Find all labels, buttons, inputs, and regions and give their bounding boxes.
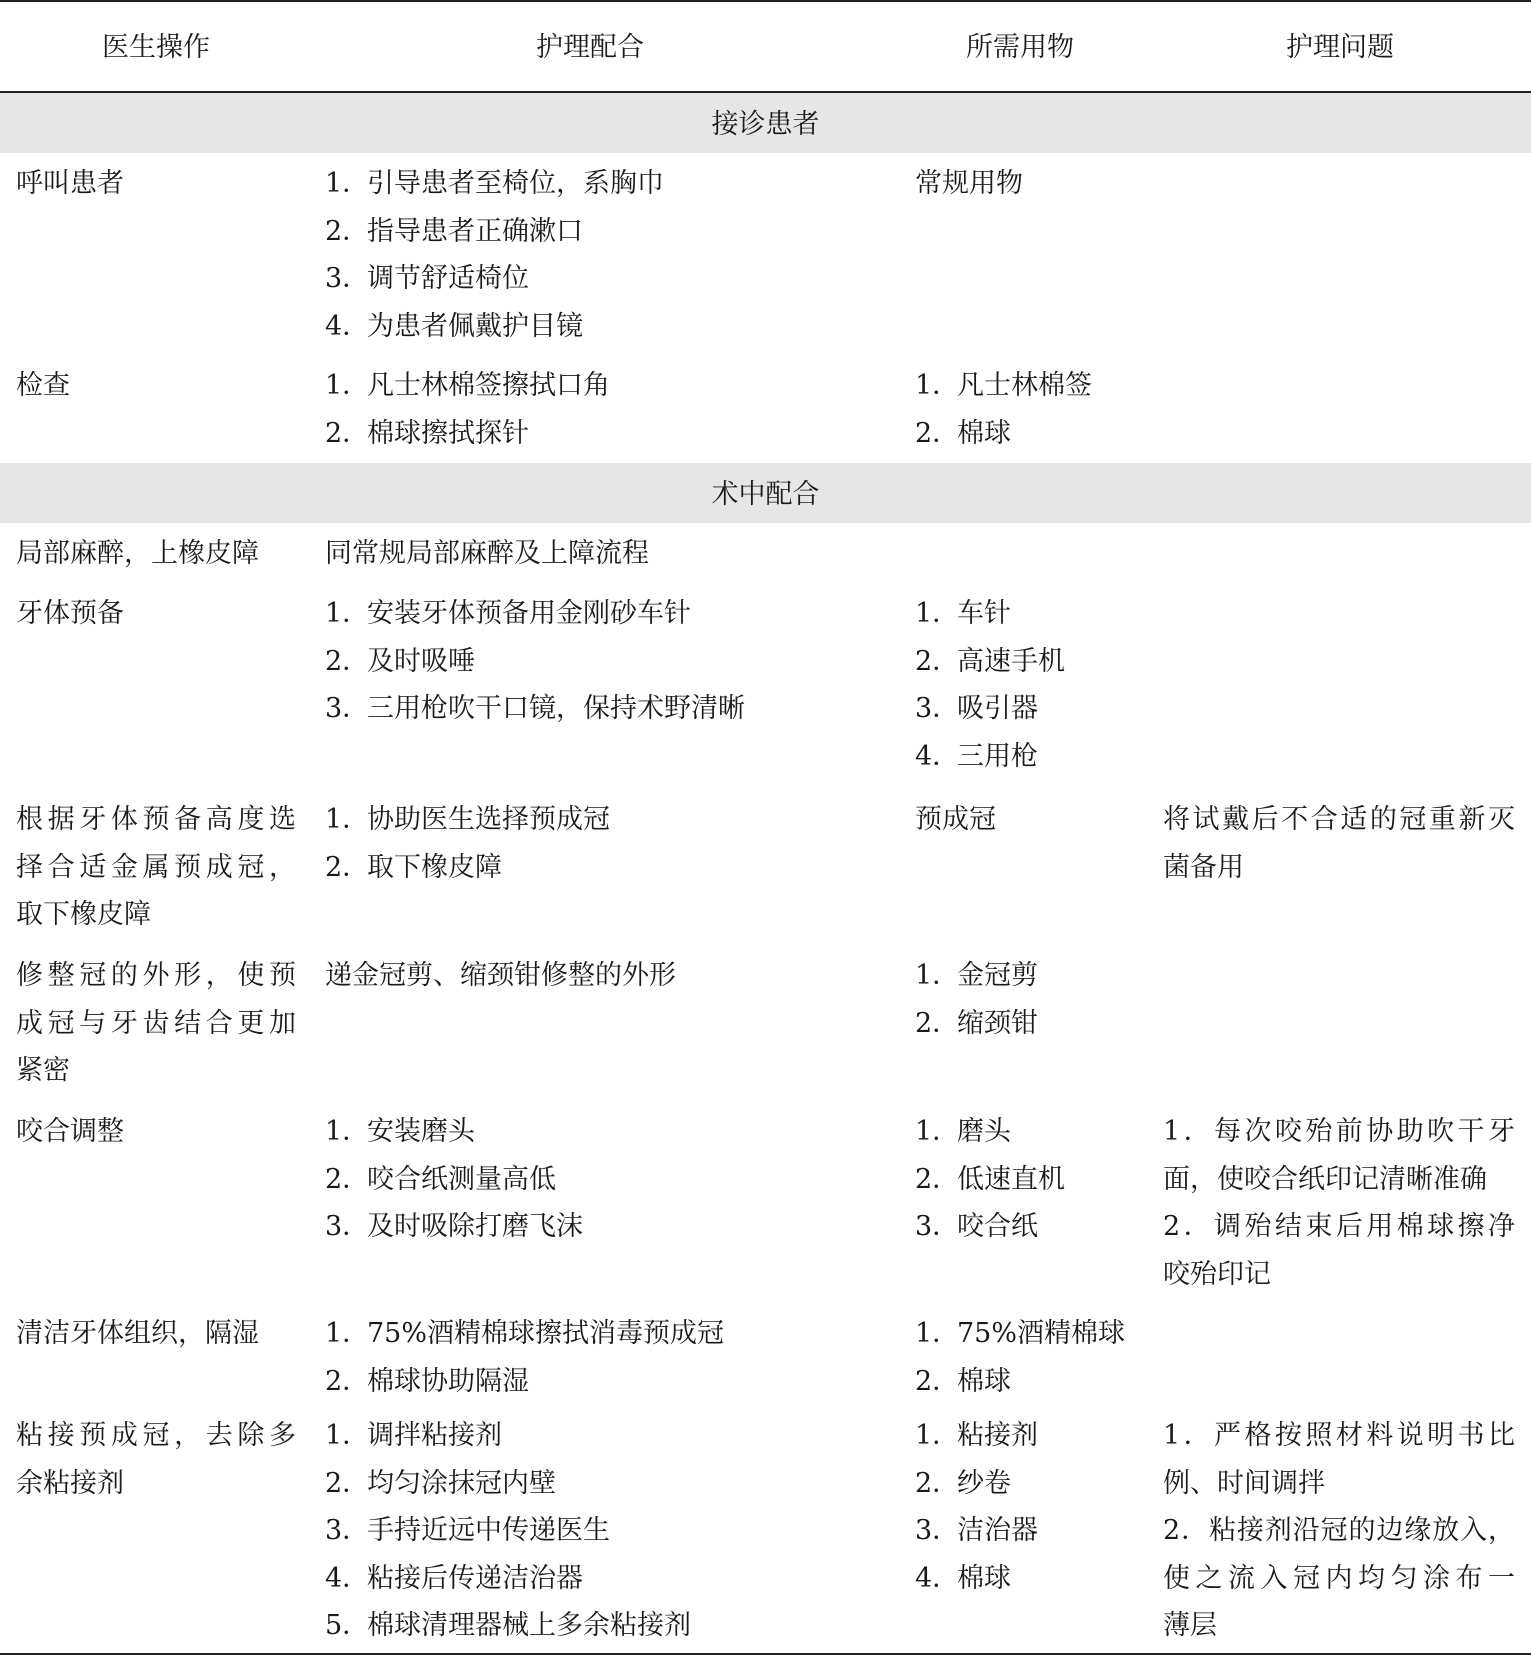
list-item: 1．金冠剪 — [915, 960, 1038, 991]
section-band-intraoperative — [0, 463, 1531, 523]
doctor-text: 紧密 — [16, 1055, 70, 1086]
list-item: 2．及时吸唾 — [325, 645, 475, 677]
nursing-cell — [325, 1310, 865, 1405]
doctor-cell — [16, 530, 301, 578]
nursing-cell — [325, 590, 865, 733]
doctor-text: 呼叫患者 — [16, 168, 124, 199]
list-item: 3．吸引器 — [915, 693, 1038, 724]
list-item: 2．棉球 — [915, 417, 1011, 449]
list-item: 2．指导患者正确漱口 — [325, 215, 583, 247]
list-item: 1．凡士林棉签 — [915, 370, 1092, 401]
list-item: 2．低速直机 — [915, 1163, 1065, 1195]
section-band-reception — [0, 93, 1531, 153]
nursing-cell — [325, 1108, 865, 1251]
list-item: 3．及时吸除打磨飞沫 — [325, 1211, 583, 1242]
nursing-cell — [325, 362, 865, 457]
header-required-supplies: 所需用物 — [966, 32, 1074, 63]
issues-text: 1．严格按照材料说明书比 — [1163, 1420, 1515, 1451]
doctor-text: 清洁牙体组织，隔湿 — [16, 1318, 259, 1349]
issues-text: 1．每次咬殆前协助吹干牙 — [1163, 1116, 1515, 1147]
issues-text: 菌备用 — [1163, 851, 1244, 883]
doctor-text: 择合适金属预成冠， — [16, 851, 296, 883]
doctor-cell — [16, 952, 296, 1095]
doctor-cell — [16, 362, 296, 410]
list-item: 1．车针 — [915, 598, 1011, 629]
issues-text: 将试戴后不合适的冠重新灭 — [1163, 804, 1515, 835]
doctor-cell — [16, 160, 296, 208]
supplies-cell — [915, 160, 1165, 208]
supplies-cell — [915, 1310, 1165, 1405]
list-item: 2．咬合纸测量高低 — [325, 1163, 556, 1195]
table-bottom-rule — [0, 1653, 1531, 1655]
list-item: 1．协助医生选择预成冠 — [325, 804, 610, 835]
list-item: 4．棉球 — [915, 1562, 1011, 1594]
nursing-cell — [325, 160, 865, 350]
supplies-cell — [915, 1108, 1165, 1251]
issues-cell — [1163, 1412, 1515, 1650]
list-item: 2．棉球擦拭探针 — [325, 417, 529, 449]
doctor-cell — [16, 1108, 296, 1156]
list-item: 2．纱卷 — [915, 1467, 1011, 1499]
list-item: 2．棉球 — [915, 1365, 1011, 1397]
doctor-text: 余粘接剂 — [16, 1467, 124, 1499]
issues-text: 例、时间调拌 — [1163, 1467, 1325, 1499]
list-item: 3．咬合纸 — [915, 1211, 1038, 1242]
list-item: 3．调节舒适椅位 — [325, 263, 529, 294]
issues-cell — [1163, 796, 1515, 891]
list-item: 1．安装磨头 — [325, 1116, 475, 1147]
doctor-text: 检查 — [16, 370, 70, 401]
list-item: 1．凡士林棉签擦拭口角 — [325, 370, 610, 401]
doctor-text: 牙体预备 — [16, 598, 124, 629]
list-item: 2．均匀涂抹冠内壁 — [325, 1467, 556, 1499]
list-item: 1．调拌粘接剂 — [325, 1420, 502, 1451]
list-item: 1．粘接剂 — [915, 1420, 1038, 1451]
doctor-text: 咬合调整 — [16, 1116, 124, 1147]
list-item: 1．磨头 — [915, 1116, 1011, 1147]
doctor-text: 取下橡皮障 — [16, 899, 151, 930]
doctor-cell — [16, 1412, 296, 1507]
list-item: 4．为患者佩戴护目镜 — [325, 310, 583, 342]
issues-text: 咬殆印记 — [1163, 1258, 1271, 1290]
list-item: 1．75%酒精棉球 — [915, 1318, 1126, 1349]
header-nursing-coordination: 护理配合 — [536, 32, 644, 63]
list-item: 4．粘接后传递洁治器 — [325, 1562, 583, 1594]
supplies-cell — [915, 1412, 1165, 1602]
table-header-row — [0, 0, 1531, 91]
doctor-text: 局部麻醉，上橡皮障 — [16, 538, 259, 569]
supplies-cell — [915, 590, 1165, 780]
nursing-text: 递金冠剪、缩颈钳修整的外形 — [325, 960, 676, 991]
doctor-text: 粘接预成冠，去除多 — [16, 1420, 296, 1451]
nursing-cell — [325, 796, 865, 891]
issues-text: 2．粘接剂沿冠的边缘放入， — [1163, 1515, 1515, 1546]
nursing-cell — [325, 1412, 865, 1650]
supplies-cell — [915, 362, 1165, 457]
list-item: 3．洁治器 — [915, 1515, 1038, 1546]
list-item: 2．取下橡皮障 — [325, 851, 502, 883]
issues-text: 2．调殆结束后用棉球擦净 — [1163, 1211, 1515, 1242]
list-item: 2．棉球协助隔湿 — [325, 1365, 529, 1397]
list-item: 1．75%酒精棉球擦拭消毒预成冠 — [325, 1318, 725, 1349]
list-item: 1．安装牙体预备用金刚砂车针 — [325, 598, 691, 629]
header-nursing-issues: 护理问题 — [1286, 32, 1394, 63]
doctor-text: 根据牙体预备高度选 — [16, 804, 296, 835]
doctor-cell — [16, 590, 296, 638]
list-item: 5．棉球清理器械上多余粘接剂 — [325, 1610, 691, 1641]
header-doctor-operation: 医生操作 — [102, 32, 210, 63]
nursing-cell — [325, 530, 865, 578]
nursing-text: 同常规局部麻醉及上障流程 — [325, 538, 649, 569]
section-title: 接诊患者 — [711, 109, 820, 140]
list-item: 3．三用枪吹干口镜，保持术野清晰 — [325, 693, 745, 724]
list-item: 4．三用枪 — [915, 740, 1038, 772]
nursing-cell — [325, 952, 865, 1000]
issues-cell — [1163, 1108, 1515, 1298]
issues-text: 面，使咬合纸印记清晰准确 — [1163, 1163, 1487, 1195]
list-item: 2．缩颈钳 — [915, 1007, 1038, 1039]
list-item: 2．高速手机 — [915, 645, 1065, 677]
doctor-text: 修整冠的外形，使预 — [16, 960, 296, 991]
supplies-text: 常规用物 — [915, 168, 1023, 199]
doctor-cell — [16, 796, 296, 939]
list-item: 3．手持近远中传递医生 — [325, 1515, 610, 1546]
issues-text: 使之流入冠内均匀涂布一 — [1163, 1562, 1515, 1594]
supplies-text: 预成冠 — [915, 804, 996, 835]
doctor-text: 成冠与牙齿结合更加 — [16, 1007, 296, 1039]
section-title: 术中配合 — [711, 479, 820, 510]
issues-text: 薄层 — [1163, 1610, 1217, 1641]
list-item: 1．引导患者至椅位，系胸巾 — [325, 168, 664, 199]
supplies-cell — [915, 796, 1165, 844]
doctor-cell — [16, 1310, 301, 1358]
supplies-cell — [915, 952, 1165, 1047]
